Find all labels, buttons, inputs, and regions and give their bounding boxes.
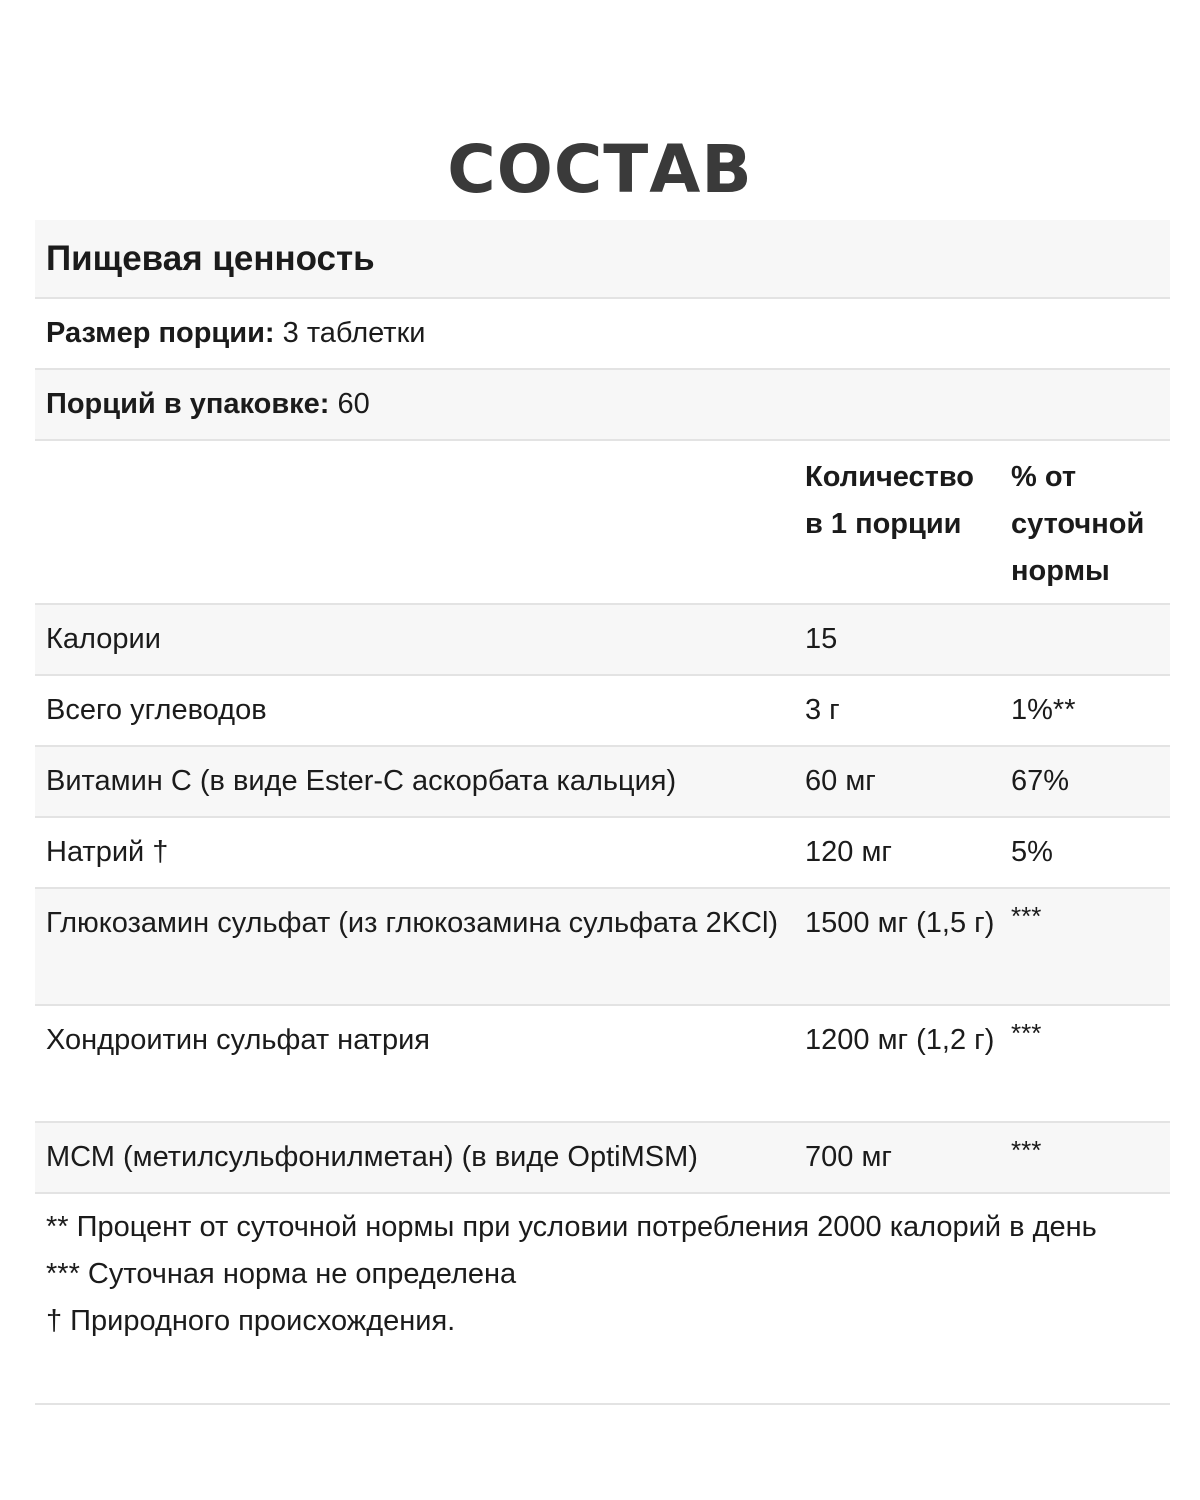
nutrient-daily-value: *** <box>1011 901 1042 931</box>
nutrient-name: Всего углеводов <box>46 694 267 726</box>
nutrient-amount: 1500 мг (1,5 г) <box>805 907 995 939</box>
column-header-amount <box>805 454 1011 603</box>
serving-size-label: Размер порции: <box>46 317 275 349</box>
nutrient-amount: 700 мг <box>805 1141 892 1173</box>
dv-header-line: % от <box>1011 461 1077 493</box>
nutrient-daily-value: *** <box>1011 1018 1042 1048</box>
serving-size-value: 3 таблетки <box>282 317 426 349</box>
nutrient-amount: 120 мг <box>805 836 892 868</box>
nutrient-name: МСМ (метилсульфонилметан) (в виде OptiMSM) <box>46 1141 698 1173</box>
nutrient-amount: 15 <box>805 623 838 655</box>
nutrient-amount: 60 мг <box>805 765 876 797</box>
nutrient-amount: 1200 мг (1,2 г) <box>805 1024 995 1056</box>
page-title: СОСТАВ <box>447 131 753 208</box>
servings-per-container-value: 60 <box>337 388 370 420</box>
dv-header-line: суточной <box>1011 508 1145 540</box>
table-row <box>35 818 1170 889</box>
nutrient-daily-value: 1%** <box>1011 694 1076 726</box>
nutrient-daily-value <box>1011 616 1170 663</box>
table-row <box>35 676 1170 747</box>
nutrient-daily-value: 67% <box>1011 765 1070 797</box>
column-header-row <box>35 441 1170 605</box>
amount-header-line: в 1 порции <box>805 508 962 540</box>
table-heading: Пищевая ценность <box>35 220 1170 299</box>
dv-header-line: нормы <box>1011 555 1110 587</box>
footnote: † Природного происхождения. <box>46 1305 456 1337</box>
nutrient-name: Хондроитин сульфат натрия <box>46 1024 430 1056</box>
column-header-name <box>35 454 805 603</box>
servings-per-container-label: Порций в упаковке: <box>46 388 330 420</box>
footnotes <box>35 1194 1170 1405</box>
table-row <box>35 747 1170 818</box>
nutrition-facts-table <box>35 220 1170 1405</box>
footnote: ** Процент от суточной нормы при условии потребления 2000 калорий в день <box>46 1211 1097 1243</box>
table-row <box>35 1006 1170 1123</box>
servings-per-container-row <box>35 370 1170 441</box>
table-row <box>35 1123 1170 1194</box>
nutrient-name: Глюкозамин сульфат (из глюкозамина сульфата 2KCl) <box>46 907 779 939</box>
nutrient-name: Витамин C (в виде Ester-C аскорбата кальция) <box>46 765 677 797</box>
nutrient-amount: 3 г <box>805 694 840 726</box>
nutrient-daily-value: *** <box>1011 1135 1042 1165</box>
amount-header-line: Количество <box>805 461 975 493</box>
nutrient-name: Калории <box>46 623 161 655</box>
table-row <box>35 889 1170 1006</box>
table-row <box>35 605 1170 676</box>
serving-size-row <box>35 299 1170 370</box>
nutrient-daily-value: 5% <box>1011 836 1053 868</box>
nutrient-name: Натрий † <box>46 836 169 868</box>
column-header-daily-value <box>1011 454 1170 603</box>
footnote: *** Суточная норма не определена <box>46 1258 517 1290</box>
